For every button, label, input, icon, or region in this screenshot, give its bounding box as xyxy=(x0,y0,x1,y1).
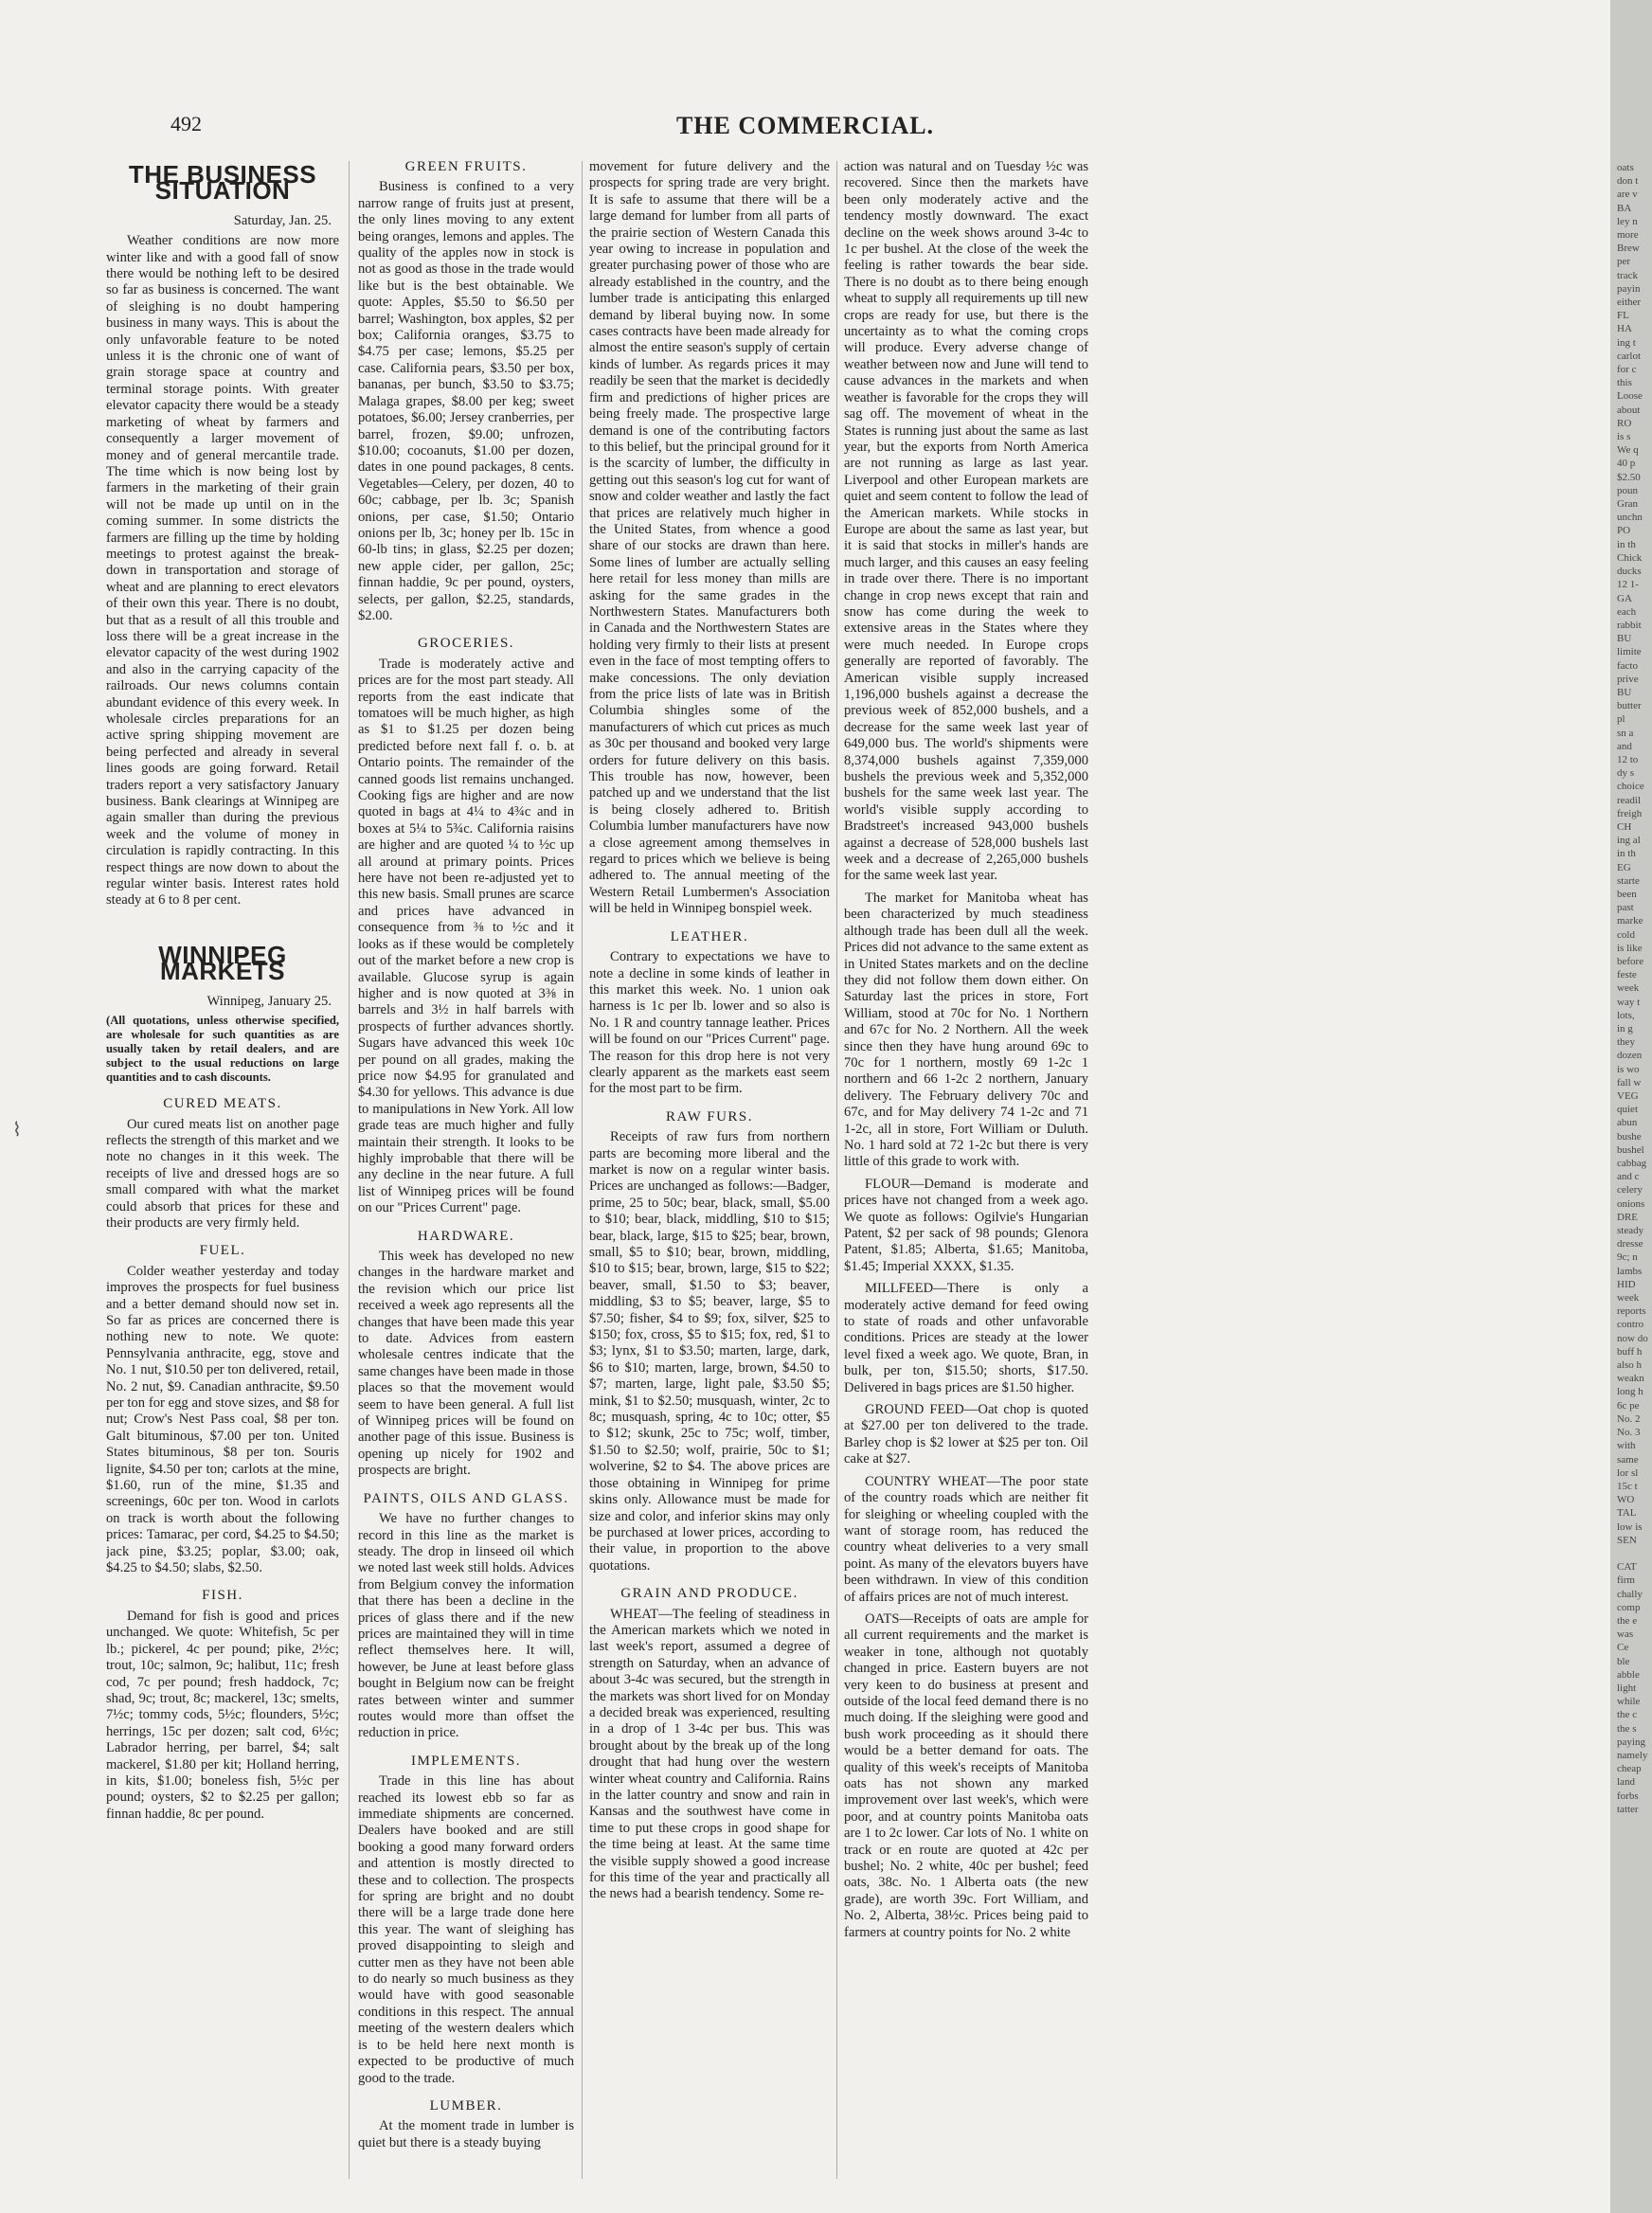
section-head: RAW FURS. xyxy=(665,1108,754,1124)
section-head: FUEL. xyxy=(199,1243,246,1259)
quotation-note: (All quotations, unless otherwise specified, are wholesale for such quantities as are usually taken by retail dealers, and are subject to the usual reductions on large quantities and to cash discounts. xyxy=(106,1014,339,1085)
section-body: The market for Manitoba wheat has been characterized by much steadiness although trade has been dull all the week. Prices did not advance to the same extent as in United States markets and on the decline they did not follow them down either. On Saturday last the prices in store, Fort William, stood at 70c for No. 1 Northern and 67c for No. 2 Northern. All the week since then they have hung around 69c to 70c for 1 northern, mostly 69 1-2c 1 northern and 66 1-2c 2 northern, January delivery. The February delivery 70c and 67c, and for May delivery 74 1-2c and 71 1-2c, all in store, Fort William or Duluth. No. 1 hard sold at 72 1-2c but there is very little of this grade to work with. xyxy=(844,890,1088,1170)
section-head: LEATHER. xyxy=(670,928,749,945)
section-body: At the moment trade in lumber is quiet but there is a steady buying xyxy=(358,2118,574,2150)
business-situation-body: Weather conditions are now more winter like and with a good fall of snow there would be nothing left to be desired so far as business is concerned. The want of sleighing is no doubt hampering business in many ways. This is about the only unfavorable feature to be noted unless it is the chronic one of want of grain storage space at country and terminal storage points. With greater elevator capacity there would be a steady marketing of wheat by farmers and consequently a larger movement of money and of general mercantile trade. The time which is now being lost by farmers in the marketing of their grain will not be made up until on in the coming summer. In some districts the farmers are filling up the time by holding meetings to protest against the break-down in transportation and storage of wheat and are planning to erect elevators of their own this year. There is no doubt, but that as a result of all this trouble and loss there will be a great increase in the elevator capacity of the west during 1902 and also in the carrying capacity of the railroads. Our news columns contain abundant evidence of this every week. In wholesale circles preparations for an active spring shipping movement are being perfected and already in several lines goods are going forward. Retail traders report a very satisfactory January business. Bank clearings at Winnipeg are again smaller than during the previous week and the volume of money in circulation is rapidly contracting. In this respect things are now down to about the regular winter basis. Interest rates hold steady at 6 to 8 per cent. xyxy=(106,233,339,909)
section-head: GREEN FRUITS. xyxy=(404,159,528,174)
section-body: Colder weather yesterday and today improves the prospects for fuel business and a better demand should now set in. So far as prices are concerned there is nothing new to note. We quote: Pennsylvania anthracite, egg, stove and No. 1 nut, $10.50 per ton delivered, retail, No. 2 nut, $9. Canadian anthracite, $9.50 per ton for egg and stove sizes, and $8 for nut; Crow's Nest Pass coal, $8 per ton. Galt bituminous, $7.00 per ton. United States bituminous, $8 per ton. Souris lignite, $4.50 per ton; carlots at the mine, $1.60, run of the mine, $1.35 and screenings, 60c per ton. Wood in carlots on track is worth about the following prices: Tamarac, per cord, $4.25 to $4.50; jack pine, $3.25; poplar, $3.00; oak, $4.25 to $4.50; slabs, $2.50. xyxy=(106,1263,339,1576)
column-3 xyxy=(589,159,830,2186)
section-body: Contrary to expectations we have to note a decline in some kinds of leather in this market this week. No. 1 union oak harness is 1c per lb. lower and so also is No. 1 R and country tannage leather. Prices will be found on our "Prices Current" page. The reason for this drop here is not very clearly apparent as the markets east seem for the most part to be firm. xyxy=(589,949,830,1097)
business-situation-title: THE BUSINESS SITUATION xyxy=(128,160,317,206)
section-body: Demand for fish is good and prices unchanged. We quote: Whitefish, 5c per lb.; pickerel, 4c per pound; pike, 2½c; trout, 10c; salmon, 9c; halibut, 11c; fresh cod, 7c per pound; fresh haddock, 7c; shad, 9c; trout, 8c; mackerel, 13c; smelts, 7½c; tommy cods, 5½c; flounders, 5½c; herrings, 15c per dozen; salt cod, 6½c; Labrador herring, per barrel, $4; salt mackerel, $1.80 per kit; Holland herring, in kits, $1.00; boneless fish, 5½c per pound; oysters, $2 to $2.25 per gallon; finnan haddie, 8c per pound. xyxy=(106,1608,339,1822)
section-body: FLOUR—Demand is moderate and prices have not changed from a week ago. We quote as follows: Ogilvie's Hungarian Patent, $2 per sack of 98 pounds; Glenora Patent, $1.85; Alberta, $1.65; Manitoba, $1.45; Imperial XXXX, $1.35. xyxy=(844,1176,1088,1274)
winnipeg-markets-title: WINNIPEG MARKETS xyxy=(158,940,287,986)
column-rule xyxy=(349,161,350,2179)
section-head: FISH. xyxy=(202,1588,243,1604)
column-4 xyxy=(844,159,1088,2186)
column-rule xyxy=(582,161,583,2179)
column-rule xyxy=(836,161,837,2179)
section-body: Trade is moderately active and prices are for the most part steady. All reports from the east indicate that tomatoes will be much higher, as high as $1 to $1.25 per dozen being predicted before next fall f. o. b. at Ontario points. The remainder of the canned goods list remains unchanged. Cooking figs are higher and are now quoted in bags at 4¼ to 4¾c and in boxes at 5¼ to 5¾c. California raisins are higher and are quoted ¼ to ½c up all around at primary points. Prices here have not been re-adjusted yet to this new basis. Small prunes are scarce and prices have advanced in consequence from ⅜ to ½c and it looks as if these would be completely out of the market before a new crop is available. Glucose syrup is again higher and is now quoted at 3⅜ in barrels and 3½ in half barrels with prospects of further advances shortly. Sugars have advanced this week 10c per pound on all grades, making the price now $4.95 for granulated and $4.30 for yellows. This advance is due to manipulations in New York. All low grade teas are much higher and fully maintain their strength. It looks to be highly improbable that there will be any decline in the near future. A full list of Winnipeg prices will be found on our "Prices Current" page. xyxy=(358,656,574,1216)
business-situation-dateline: Saturday, Jan. 25. xyxy=(233,212,332,228)
section-body: Trade in this line has about reached its lowest ebb so far as immediate shipments are concerned. Dealers have booked and are still booking a good many forward orders and attention is mostly directed to these and to collection. The prospects for spring are bright and no doubt there will be a large trade done here this year. The want of sleighing has proved disappointing to sleigh and cutter men as they have not been able to do nearly so much business as they would have with good seasonable conditions in this respect. The annual meeting of the western dealers which is to be held here next month is expected to be productive of much good to the trade. xyxy=(358,1773,574,2086)
section-head: CURED MEATS. xyxy=(163,1096,282,1112)
column-2 xyxy=(358,159,574,2186)
section-body: This week has developed no new changes in the hardware market and the revision which our price list received a week ago represents all the changes that have been made this year to date. Advices from eastern wholesale centres indicate that the same changes have been made in those places so that the movement would seem to have been general. A full list of Winnipeg prices will be found on another page of this issue. Business is opening up nicely for 1902 and prospects are bright. xyxy=(358,1249,574,1479)
section-body: Our cured meats list on another page reflects the strength of this market and we note no changes in it this week. The receipts of live and dressed hogs are so small compared with what the market could absorb that prices for these and their products are very firmly held. xyxy=(106,1116,339,1231)
section-head: IMPLEMENTS. xyxy=(410,1753,522,1769)
section-body: Receipts of raw furs from northern parts are becoming more liberal and the market is now on a regular winter basis. Prices are unchanged as follows:—Badger, prime, 25 to 50c; bear, black, small, $5.00 to $10; bear, black, middling, $10 to $15; bear, black, large, $15 to $25; bear, brown, small, $5 to $10; bear, brown, middling, $10 to $15; bear, brown, large, $15 to $22; beaver, small, $1.50 to $3; beaver, middling, $3 to $5; beaver, large, $5 to $7.50; fisher, $4 to $9; fox, silver, $25 to $150; fox, cross, $5 to $15; fox, red, $1 to $3; lynx, $1 to $3.50; marten, large, dark, $6 to $10; marten, large, brown, $4.50 to $7; marten, large, light pale, $3.50 $5; mink, $1 to $2.50; musquash, winter, 2c to 8c; musquash, spring, 4c to 10c; otter, $5 to $12; skunk, 25c to 75c; wolf, timber, $1.50 to $2.50; wolf, prairie, 50c to $1; wolverine, $2 to $4. The above prices are those obtaining in Winnipeg for prime skins only. Allowance must be made for size and color, and inferior skins may only be purchased at lower prices, according to their value, in proportion to the above quotations. xyxy=(589,1129,830,1574)
section-head: GROCERIES. xyxy=(417,636,515,652)
section-body: WHEAT—The feeling of steadiness in the American markets which we noted in last week's report, assumed a degree of strength on Saturday, when an advance of about 3-4c was secured, but the strength in the markets was short lived for on Monday a decided break was experienced, resulting in a drop of 1 3-4c per bus. This was brought about by the break up of the long drought that had hung over the western winter wheat country and California. Rains in the latter country and snow and rain in Kansas and the southwest have come in time to put these crops in good shape for the time being at least. At the same time the visible supply showed a good increase for this time of the year and practically all the news had a bearish tendency. Some re- xyxy=(589,1606,830,1902)
winnipeg-markets-dateline: Winnipeg, January 25. xyxy=(206,993,332,1009)
masthead-title: THE COMMERCIAL. xyxy=(675,112,935,139)
section-body: action was natural and on Tuesday ½c was recovered. Since then the markets have been only moderately active and the tendency mostly downward. The exact decline on the week shows around 3-4c to 1c per bushel. At the close of the week the feeling is rather towards the bear side. There is no doubt as to there being enough wheat to supply all requirements up till new crops are ready for use, but there is the uncertainty as to what the coming crops will produce. Every adverse change of weather between now and June will tend to cause advances in the markets and when weather is favorable for the crops they will sag off. The movement of wheat in the States is running just about the same as last year, but the exports from North America are not running as large as last year. Liverpool and other European markets are quiet and seem content to follow the lead of the American markets. While stocks in Europe are about the same as last year, but it is said that stocks in miller's hands are much larger, and this causes an easy feeling in trade over there. There is no important change in crop news except that rain and snow has come during the week to extensive areas in the States where they were much needed. In Europe crops generally are reported of favorably. The American visible supply increased 1,196,000 bushels against a decrease the previous week of 852,000 bushels, and a decrease for the same week last year of 649,000 bus. The world's shipments were 8,374,000 bushels against 7,359,000 bushels the previous week and 5,352,000 bushels for the same week last year. The world's visible supply according to Bradstreet's increased 943,000 bushels against a decrease of 528,000 bushels last week and a decrease of 2,265,000 bushels for the same week last year. xyxy=(844,159,1088,884)
section-head: HARDWARE. xyxy=(417,1228,515,1244)
section-body: MILLFEED—There is only a moderately active demand for feed owing to state of roads and other unfavorable conditions. Prices are steady at the lower level fixed a week ago. We quote, Bran, in bulk, per ton, $15.50; shorts, $17.50. Delivered in bags prices are $1.50 higher. xyxy=(844,1281,1088,1395)
section-body: Business is confined to a very narrow range of fruits just at present, the only lines moving to any extent being oranges, lemons and apples. The quality of the apples now in stock is not as good as those in the trade would like but is the best obtainable. We quote: Apples, $5.50 to $6.50 per barrel; Washington, box apples, $2 per box; California oranges, $3.75 to $4.75 per case; lemons, $5.25 per case. California pears, $3.50 per box, bananas, per bunch, $3.50 to $3.75; Malaga grapes, $8.00 per keg; sweet potatoes, $6.00; Jersey cranberries, per barrel, frozen, $9.00; unfrozen, $10.00; cocoanuts, $1.00 per dozen, dates in one pound packages, 8 cents. Vegetables—Celery, per dozen, 40 to 60c; cabbage, per lb. 3c; Spanish onions, per case, $1.50; Ontario onions per lb, 3c; honey per lb. 15c in 60-lb tins; in glass, $2.25 per dozen; new apple cider, per gallon, 25c; finnan haddie, 9c per pound, oysters, selects, per gallon, $2.25, standards, $2.00. xyxy=(358,179,574,623)
next-page-fragment: oats don t are v BA ley n more Brew per track payin either FL HA ing t carlot for c this Loose about RO is s We q 40 p $2.50 poun Gran unchn PO in th Chick ducks 12 1- GA each rabbit BU limite facto prive BU butter pl sn a and 12 to dy s choice readil freigh CH ing al in th EG starte been past marke cold is like before feste week way t lots, in g they dozen is wo fall w VEG quiet abun bushe bushel cabbag and c celery onions DRE steady dresse 9c; n lambs HID week reports contro now do buff h also h weakn long h 6c pe No. 2 No. 3 with same lor sl 15c t WO TAL low is SEN CAT firm chally comp the e was Ce ble abble light while the c the s paying namely cheap land forbs tatter xyxy=(1617,162,1648,1815)
section-body: movement for future delivery and the prospects for spring trade are very bright. It is safe to assume that there will be a large demand for lumber from all parts of the prairie section of Western Canada this year owing to increase in population and greater purchasing power of those who are already established in the country, and the lumber trade is anticipating this enlarged demand by liberal buying now. In some cases contracts have been made already for almost the entire season's supply of certain kinds of lumber. As regards prices it may readily be seen that the market is decidedly firm and predictions of higher prices are being freely made. The prospective large demand is one of the contributing factors to this belief, but the principal ground for it is the scarcity of lumber, the difficulty in getting out this season's log cut for want of snow and colder weather and lastly the fact that prices are relatively much higher in the United States, from whence a good share of our stocks are drawn than here. Some lines of lumber are actually selling here retail for less money than mills are asking for the same grades in the Northwestern States. Manufacturers both in Canada and the Northwestern States are holding very firmly to their lists at present even in the face of most tempting offers to make concessions. The only deviation from the price lists of late was in British Columbia shingles some of the manufacturers of which cut prices as much as 30c per thousand and booked very large orders for future delivery on this basis. This trouble has now, however, been patched up and we understand that the list is being closely adhered to. British Columbia lumber manufacturers have now a close agreement among themselves in regard to prices which we believe is being adhered to. The annual meeting of the Western Retail Lumbermen's Association will be held in Winnipeg bonspiel week. xyxy=(589,159,830,917)
column-1 xyxy=(106,159,339,2186)
margin-mark: ⌇ xyxy=(12,1120,22,1141)
section-body: COUNTRY WHEAT—The poor state of the country roads which are neither fit for sleighing or wheeling coupled with the want of storage room, has reduced the country wheat deliveries to a very small point. As many of the elevators buyers have been withdrawn. In view of this condition of affairs prices are not of much interest. xyxy=(844,1473,1088,1605)
section-body: OATS—Receipts of oats are ample for all current requirements and the market is weaker in tone, although not quotably changed in price. Eastern buyers are not very keen to do business at present and outside of the local feed demand there is no much doing. If the sleighing were good and bush work proceeding as it should there would be a better demand for oats. The quality of this week's receipts of Manitoba oats has not shown any marked improvement over last week's, which were poor, and at country points Manitoba oats are 1 to 2c lower. Car lots of No. 1 white on track or en route are quoted at 42c per bushel; No. 2 white, 40c per bushel; feed oats, 38c. No. 1 Alberta oats (the new grade), are worth 39c. Fort William, and No. 2, Alberta, 38½c. Prices being paid to farmers at country points for No. 2 white xyxy=(844,1610,1088,1940)
section-head: PAINTS, OILS AND GLASS. xyxy=(363,1490,569,1506)
page-number: 492 xyxy=(171,112,202,135)
section-head: LUMBER. xyxy=(429,2097,503,2114)
section-body: GROUND FEED—Oat chop is quoted at $27.00 per ton delivered to the trade. Barley chop is $2 lower at $25 per ton. Oil cake at $27. xyxy=(844,1402,1088,1467)
section-head: GRAIN AND PRODUCE. xyxy=(620,1586,799,1602)
section-body: We have no further changes to record in this line as the market is steady. The drop in linseed oil which we noted last week still holds. Advices from Belgium convey the information that there has been a decline in the prices of glass there and if the new prices are maintained they will in time reflect themselves here. It will, however, be June at least before glass bought in Belgium now can be freight rates between winter and summer routes would more than offset the reduction in price. xyxy=(358,1511,574,1741)
